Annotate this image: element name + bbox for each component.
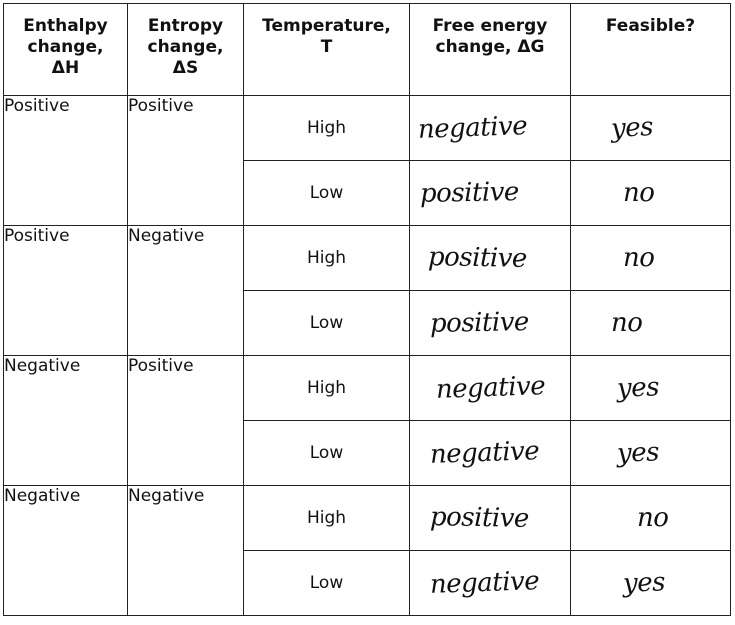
- temperature-cell: High: [244, 96, 410, 161]
- feasibility-table: [3, 3, 731, 616]
- free-energy-cell: [410, 486, 571, 551]
- header-enthalpy: Enthalpy change, ΔH: [4, 4, 128, 96]
- handwritten-free-energy: positive: [419, 177, 520, 209]
- feasible-cell: [571, 486, 731, 551]
- free-energy-cell: [410, 421, 571, 486]
- free-energy-cell: [410, 356, 571, 421]
- free-energy-cell: [410, 161, 571, 226]
- free-energy-cell: [410, 96, 571, 161]
- header-entropy: Entropy change, ΔS: [128, 4, 244, 96]
- handwritten-free-energy: negative: [429, 566, 540, 600]
- enthalpy-cell: Positive: [4, 96, 128, 226]
- handwritten-free-energy: negative: [417, 111, 528, 145]
- enthalpy-cell: Negative: [4, 486, 128, 616]
- table-row: [4, 96, 731, 161]
- header-free-energy: Free energy change, ΔG: [410, 4, 571, 96]
- header-temperature: Temperature, T: [244, 4, 410, 96]
- handwritten-feasible: yes: [616, 437, 660, 469]
- handwritten-feasible: yes: [622, 567, 666, 599]
- temperature-cell: Low: [244, 291, 410, 356]
- header-feasible: Feasible?: [571, 4, 731, 96]
- handwritten-feasible: no: [611, 308, 643, 338]
- enthalpy-cell: Negative: [4, 356, 128, 486]
- temperature-cell: Low: [244, 551, 410, 616]
- handwritten-free-energy: positive: [429, 502, 530, 534]
- feasible-cell: [571, 226, 731, 291]
- feasible-cell: [571, 551, 731, 616]
- entropy-cell: Negative: [128, 486, 244, 616]
- feasible-cell: [571, 96, 731, 161]
- temperature-cell: Low: [244, 421, 410, 486]
- table-row: [4, 486, 731, 551]
- free-energy-cell: [410, 291, 571, 356]
- handwritten-feasible: no: [623, 178, 655, 208]
- feasible-cell: [571, 421, 731, 486]
- free-energy-cell: [410, 551, 571, 616]
- enthalpy-cell: Positive: [4, 226, 128, 356]
- temperature-cell: High: [244, 356, 410, 421]
- handwritten-free-energy: negative: [435, 371, 546, 405]
- entropy-cell: Negative: [128, 226, 244, 356]
- handwritten-free-energy: negative: [429, 436, 540, 470]
- table-row: [4, 226, 731, 291]
- temperature-cell: Low: [244, 161, 410, 226]
- temperature-cell: High: [244, 486, 410, 551]
- feasible-cell: [571, 291, 731, 356]
- handwritten-feasible: yes: [616, 372, 660, 404]
- temperature-cell: High: [244, 226, 410, 291]
- handwritten-free-energy: positive: [429, 307, 530, 339]
- free-energy-cell: [410, 226, 571, 291]
- entropy-cell: Positive: [128, 356, 244, 486]
- handwritten-feasible: yes: [610, 111, 654, 145]
- table-row: [4, 356, 731, 421]
- feasible-cell: [571, 161, 731, 226]
- feasible-cell: [571, 356, 731, 421]
- header-row: [4, 4, 731, 96]
- entropy-cell: Positive: [128, 96, 244, 226]
- handwritten-feasible: no: [637, 503, 669, 533]
- handwritten-free-energy: positive: [427, 242, 528, 274]
- handwritten-feasible: no: [623, 243, 655, 273]
